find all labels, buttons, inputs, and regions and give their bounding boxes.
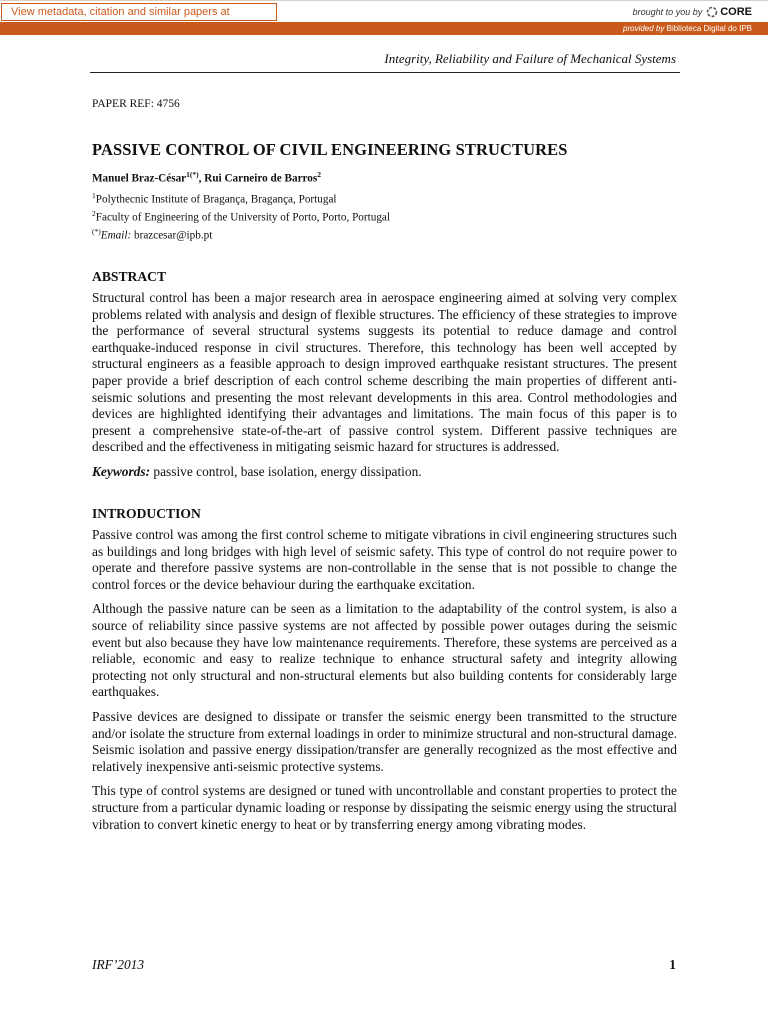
- core-metadata-link[interactable]: [1, 3, 277, 21]
- paper-ref: PAPER REF: 4756: [92, 98, 180, 110]
- keywords: [92, 464, 677, 481]
- page-number: 1: [669, 957, 676, 972]
- core-logo[interactable]: [706, 5, 752, 19]
- core-provided-bar: [0, 22, 768, 35]
- core-provided-by[interactable]: [623, 22, 752, 35]
- affiliation-1: [92, 189, 677, 207]
- abstract-text: Structural control has been a major research area in aerospace engineering aimed at solving very complex problems related with analysis and design of flexible structures. The efficiency of these strategies to improve the performance of several structural systems suggests its potential to reduce damage and control earthquake-induced response in civil structures. Therefore, this technology has been well accepted by structural engineers as a feasible approach to design improved earthquake resistant structures. The present paper provide a brief description of each control scheme describing the main properties of different anti-seismic solutions and presenting the most relevant developments in this area. Control methodologies and devices are highlighted identifying their advantages and limitations. The main focus of this paper is to present a comprehensive state-of-the-art of passive control system. Different passive techniques are described and the effectiveness in mitigating seismic hazard for structures is addressed.: [92, 289, 677, 455]
- intro-paragraph: Passive devices are designed to dissipate or transfer the seismic energy been transmitted to the structure and/or isolate the structure from external loadings in order to minimize structural and non-structural damage. Seismic isolation and passive energy dissipation/transfer are generally recognized as the most effective and relatively inexpensive anti-seismic protective systems.: [92, 709, 677, 774]
- author-separator: ,: [198, 172, 205, 185]
- email-address: brazcesar@ipb.pt: [131, 229, 213, 242]
- intro-paragraph: Although the passive nature can be seen as a limitation to the adaptability of the control system, is also a source of reliability since passive systems are not affected by possible power outages during the seismic event but also because they have low maintenance requirements. Therefore, these systems are perceived as a reliable, economic and easy to realize technique to enhance structural safety and integrity allowing protecting not only structural and non-structural elements but also building contents for considerably large earthquakes.: [92, 601, 677, 700]
- core-brought-text: brought to you by: [632, 7, 703, 17]
- introduction-heading: INTRODUCTION: [92, 506, 201, 522]
- core-brought-by: [633, 5, 752, 19]
- author-2: Rui Carneiro de Barros: [204, 172, 318, 185]
- paper-content: [92, 96, 677, 833]
- core-provided-prefix: provided by: [623, 24, 665, 33]
- core-logo-text: CORE: [720, 6, 752, 18]
- keywords-text: passive control, base isolation, energy dissipation.: [150, 463, 422, 479]
- running-header: Integrity, Reliability and Failure of Mechanical Systems: [384, 51, 676, 66]
- author-1-sup: 1(*): [186, 170, 199, 180]
- author-list: [92, 168, 677, 186]
- email-line: [92, 225, 677, 243]
- affiliation-1-sup: 1: [92, 190, 96, 200]
- email-label: Email:: [100, 229, 132, 242]
- footer-conference: IRF’2013: [92, 957, 145, 972]
- affiliation-2-text: Faculty of Engineering of the University of Porto, Porto, Portugal: [95, 211, 391, 224]
- core-view-text: View metadata, citation and similar papers at: [11, 6, 230, 18]
- core-banner: [0, 0, 768, 23]
- intro-paragraph: Passive control was among the first control scheme to mitigate vibrations in civil engineering structures such as buildings and long bridges with high level of seismic safety. This type of control do not require power to operate and therefore passive systems are non-controllable in the sense that is not possible to change the control forces or the device behaviour during the earthquake excitation.: [92, 527, 677, 592]
- core-logo-icon: [706, 6, 718, 18]
- keywords-label: Keywords:: [92, 463, 151, 479]
- core-provided-source: Biblioteca Digital do IPB: [666, 24, 752, 33]
- email-sup: (*): [92, 227, 101, 237]
- affiliation-1-text: Polythecnic Institute of Bragança, Bragança, Portugal: [95, 193, 337, 206]
- author-2-sup: 2: [317, 170, 321, 180]
- abstract-heading: ABSTRACT: [92, 269, 167, 285]
- author-1: Manuel Braz-César: [92, 172, 187, 185]
- intro-paragraph: This type of control systems are designed or tuned with uncontrollable and constant properties to protect the structure from a particular dynamic loading or response by dissipating the seismic energy using the structural vibration to convert kinetic energy to heat or by transferring energy among vibrating modes.: [92, 783, 677, 832]
- paper-title: PASSIVE CONTROL OF CIVIL ENGINEERING STRUCTURES: [92, 139, 568, 159]
- affiliations: [92, 189, 677, 243]
- header-rule: [90, 72, 680, 73]
- affiliation-2-sup: 2: [92, 209, 96, 219]
- affiliation-2: [92, 207, 677, 225]
